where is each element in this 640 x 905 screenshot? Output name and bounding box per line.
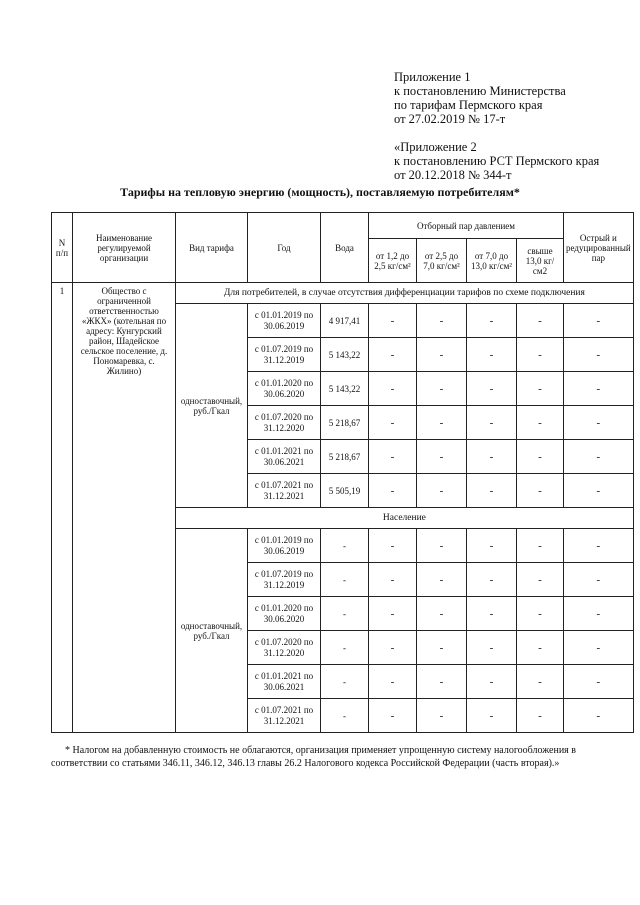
steam-1-value: - [369, 474, 417, 508]
steam-3-value: - [467, 440, 517, 474]
period-cell: с 01.07.2020 по 31.12.2020 [248, 406, 321, 440]
steam-1-value: - [369, 563, 417, 597]
section-label: Население [176, 508, 634, 529]
appendix-line: «Приложение 2 [394, 140, 477, 154]
period-cell: с 01.07.2020 по 31.12.2020 [248, 631, 321, 665]
steam-4-value: - [517, 665, 564, 699]
appendix-line: от 27.02.2019 № 17-т [394, 112, 506, 126]
appendix-line: Приложение 1 [394, 70, 471, 84]
sharp-steam-value: - [564, 665, 634, 699]
steam-3-value: - [467, 304, 517, 338]
steam-4-value: - [517, 372, 564, 406]
period-cell: с 01.07.2021 по 31.12.2021 [248, 699, 321, 733]
header-tariff-type: Вид тарифа [176, 213, 248, 283]
steam-1-value: - [369, 372, 417, 406]
header-num: N п/п [52, 213, 73, 283]
header-steam-1: от 1,2 до 2,5 кг/см² [369, 239, 417, 283]
steam-2-value: - [417, 631, 467, 665]
tariff-table [51, 212, 634, 733]
sharp-steam-value: - [564, 440, 634, 474]
appendix-line: от 20.12.2018 № 344-т [394, 168, 512, 182]
sharp-steam-value: - [564, 304, 634, 338]
steam-3-value: - [467, 563, 517, 597]
steam-1-value: - [369, 631, 417, 665]
steam-3-value: - [467, 372, 517, 406]
appendix-line: по тарифам Пермского края [394, 98, 543, 112]
header-year: Год [248, 213, 321, 283]
water-value: 5 218,67 [321, 440, 369, 474]
period-cell: с 01.07.2021 по 31.12.2021 [248, 474, 321, 508]
section-label: Для потребителей, в случае отсутствия дифференциации тарифов по схеме подключения [176, 283, 634, 304]
steam-2-value: - [417, 304, 467, 338]
steam-3-value: - [467, 406, 517, 440]
steam-1-value: - [369, 304, 417, 338]
steam-3-value: - [467, 529, 517, 563]
steam-4-value: - [517, 631, 564, 665]
steam-1-value: - [369, 338, 417, 372]
water-value: - [321, 529, 369, 563]
sharp-steam-value: - [564, 372, 634, 406]
period-cell: с 01.01.2020 по 30.06.2020 [248, 372, 321, 406]
steam-3-value: - [467, 631, 517, 665]
steam-3-value: - [467, 474, 517, 508]
period-cell: с 01.01.2019 по 30.06.2019 [248, 529, 321, 563]
steam-4-value: - [517, 563, 564, 597]
steam-2-value: - [417, 529, 467, 563]
header-organization: Наименование регулируемой организации [73, 213, 176, 283]
steam-4-value: - [517, 440, 564, 474]
steam-2-value: - [417, 597, 467, 631]
steam-1-value: - [369, 406, 417, 440]
water-value: 5 505,19 [321, 474, 369, 508]
water-value: 5 143,22 [321, 372, 369, 406]
steam-2-value: - [417, 699, 467, 733]
appendix-line: к постановлению Министерства [394, 84, 566, 98]
water-value: 4 917,41 [321, 304, 369, 338]
sharp-steam-value: - [564, 563, 634, 597]
steam-2-value: - [417, 406, 467, 440]
steam-1-value: - [369, 597, 417, 631]
header-steam-group: Отборный пар давлением [369, 213, 564, 239]
sharp-steam-value: - [564, 338, 634, 372]
steam-3-value: - [467, 665, 517, 699]
steam-3-value: - [467, 597, 517, 631]
period-cell: с 01.07.2019 по 31.12.2019 [248, 563, 321, 597]
steam-4-value: - [517, 304, 564, 338]
document-title: Тарифы на тепловую энергию (мощность), поставляемую потребителям* [120, 185, 520, 199]
steam-4-value: - [517, 406, 564, 440]
sharp-steam-value: - [564, 631, 634, 665]
steam-2-value: - [417, 440, 467, 474]
steam-1-value: - [369, 665, 417, 699]
tariff-type: одноставочный, руб./Гкал [176, 304, 248, 508]
footnote: * Налогом на добавленную стоимость не облагаются, организация применяет упрощенную систему налогообложения в соответствии со статьями 346.11, 346.12, 346.13 главы 26.2 Налогового кодекса Российской Федерации (часть вторая).» [51, 745, 577, 769]
water-value: - [321, 665, 369, 699]
appendix-line: к постановлению РСТ Пермского края [394, 154, 600, 168]
steam-4-value: - [517, 529, 564, 563]
organization-name: Общество с ограниченной ответственностью «ЖКХ» (котельная по адресу: Кунгурский район, Шадейское сельское поселение, д. Пономаревка, с. Жилино) [73, 283, 176, 733]
header-sharp-steam: Острый и редуцированный пар [564, 213, 634, 283]
water-value: 5 143,22 [321, 338, 369, 372]
steam-2-value: - [417, 338, 467, 372]
header-steam-3: от 7,0 до 13,0 кг/см² [467, 239, 517, 283]
period-cell: с 01.01.2020 по 30.06.2020 [248, 597, 321, 631]
steam-3-value: - [467, 338, 517, 372]
steam-3-value: - [467, 699, 517, 733]
steam-1-value: - [369, 529, 417, 563]
steam-4-value: - [517, 597, 564, 631]
steam-2-value: - [417, 665, 467, 699]
steam-4-value: - [517, 699, 564, 733]
row-number: 1 [52, 283, 73, 733]
steam-1-value: - [369, 699, 417, 733]
sharp-steam-value: - [564, 529, 634, 563]
period-cell: с 01.07.2019 по 31.12.2019 [248, 338, 321, 372]
section-row [52, 283, 634, 304]
water-value: - [321, 631, 369, 665]
steam-2-value: - [417, 372, 467, 406]
steam-1-value: - [369, 440, 417, 474]
period-cell: с 01.01.2019 по 30.06.2019 [248, 304, 321, 338]
header-steam-4: свыше 13,0 кг/см2 [517, 239, 564, 283]
header-water: Вода [321, 213, 369, 283]
tariff-type: одноставочный, руб./Гкал [176, 529, 248, 733]
sharp-steam-value: - [564, 474, 634, 508]
period-cell: с 01.01.2021 по 30.06.2021 [248, 665, 321, 699]
header-steam-2: от 2,5 до 7,0 кг/см² [417, 239, 467, 283]
steam-2-value: - [417, 474, 467, 508]
water-value: - [321, 699, 369, 733]
appendix-header [394, 70, 634, 182]
water-value: - [321, 563, 369, 597]
sharp-steam-value: - [564, 699, 634, 733]
steam-4-value: - [517, 474, 564, 508]
water-value: 5 218,67 [321, 406, 369, 440]
sharp-steam-value: - [564, 597, 634, 631]
sharp-steam-value: - [564, 406, 634, 440]
steam-4-value: - [517, 338, 564, 372]
period-cell: с 01.01.2021 по 30.06.2021 [248, 440, 321, 474]
steam-2-value: - [417, 563, 467, 597]
water-value: - [321, 597, 369, 631]
